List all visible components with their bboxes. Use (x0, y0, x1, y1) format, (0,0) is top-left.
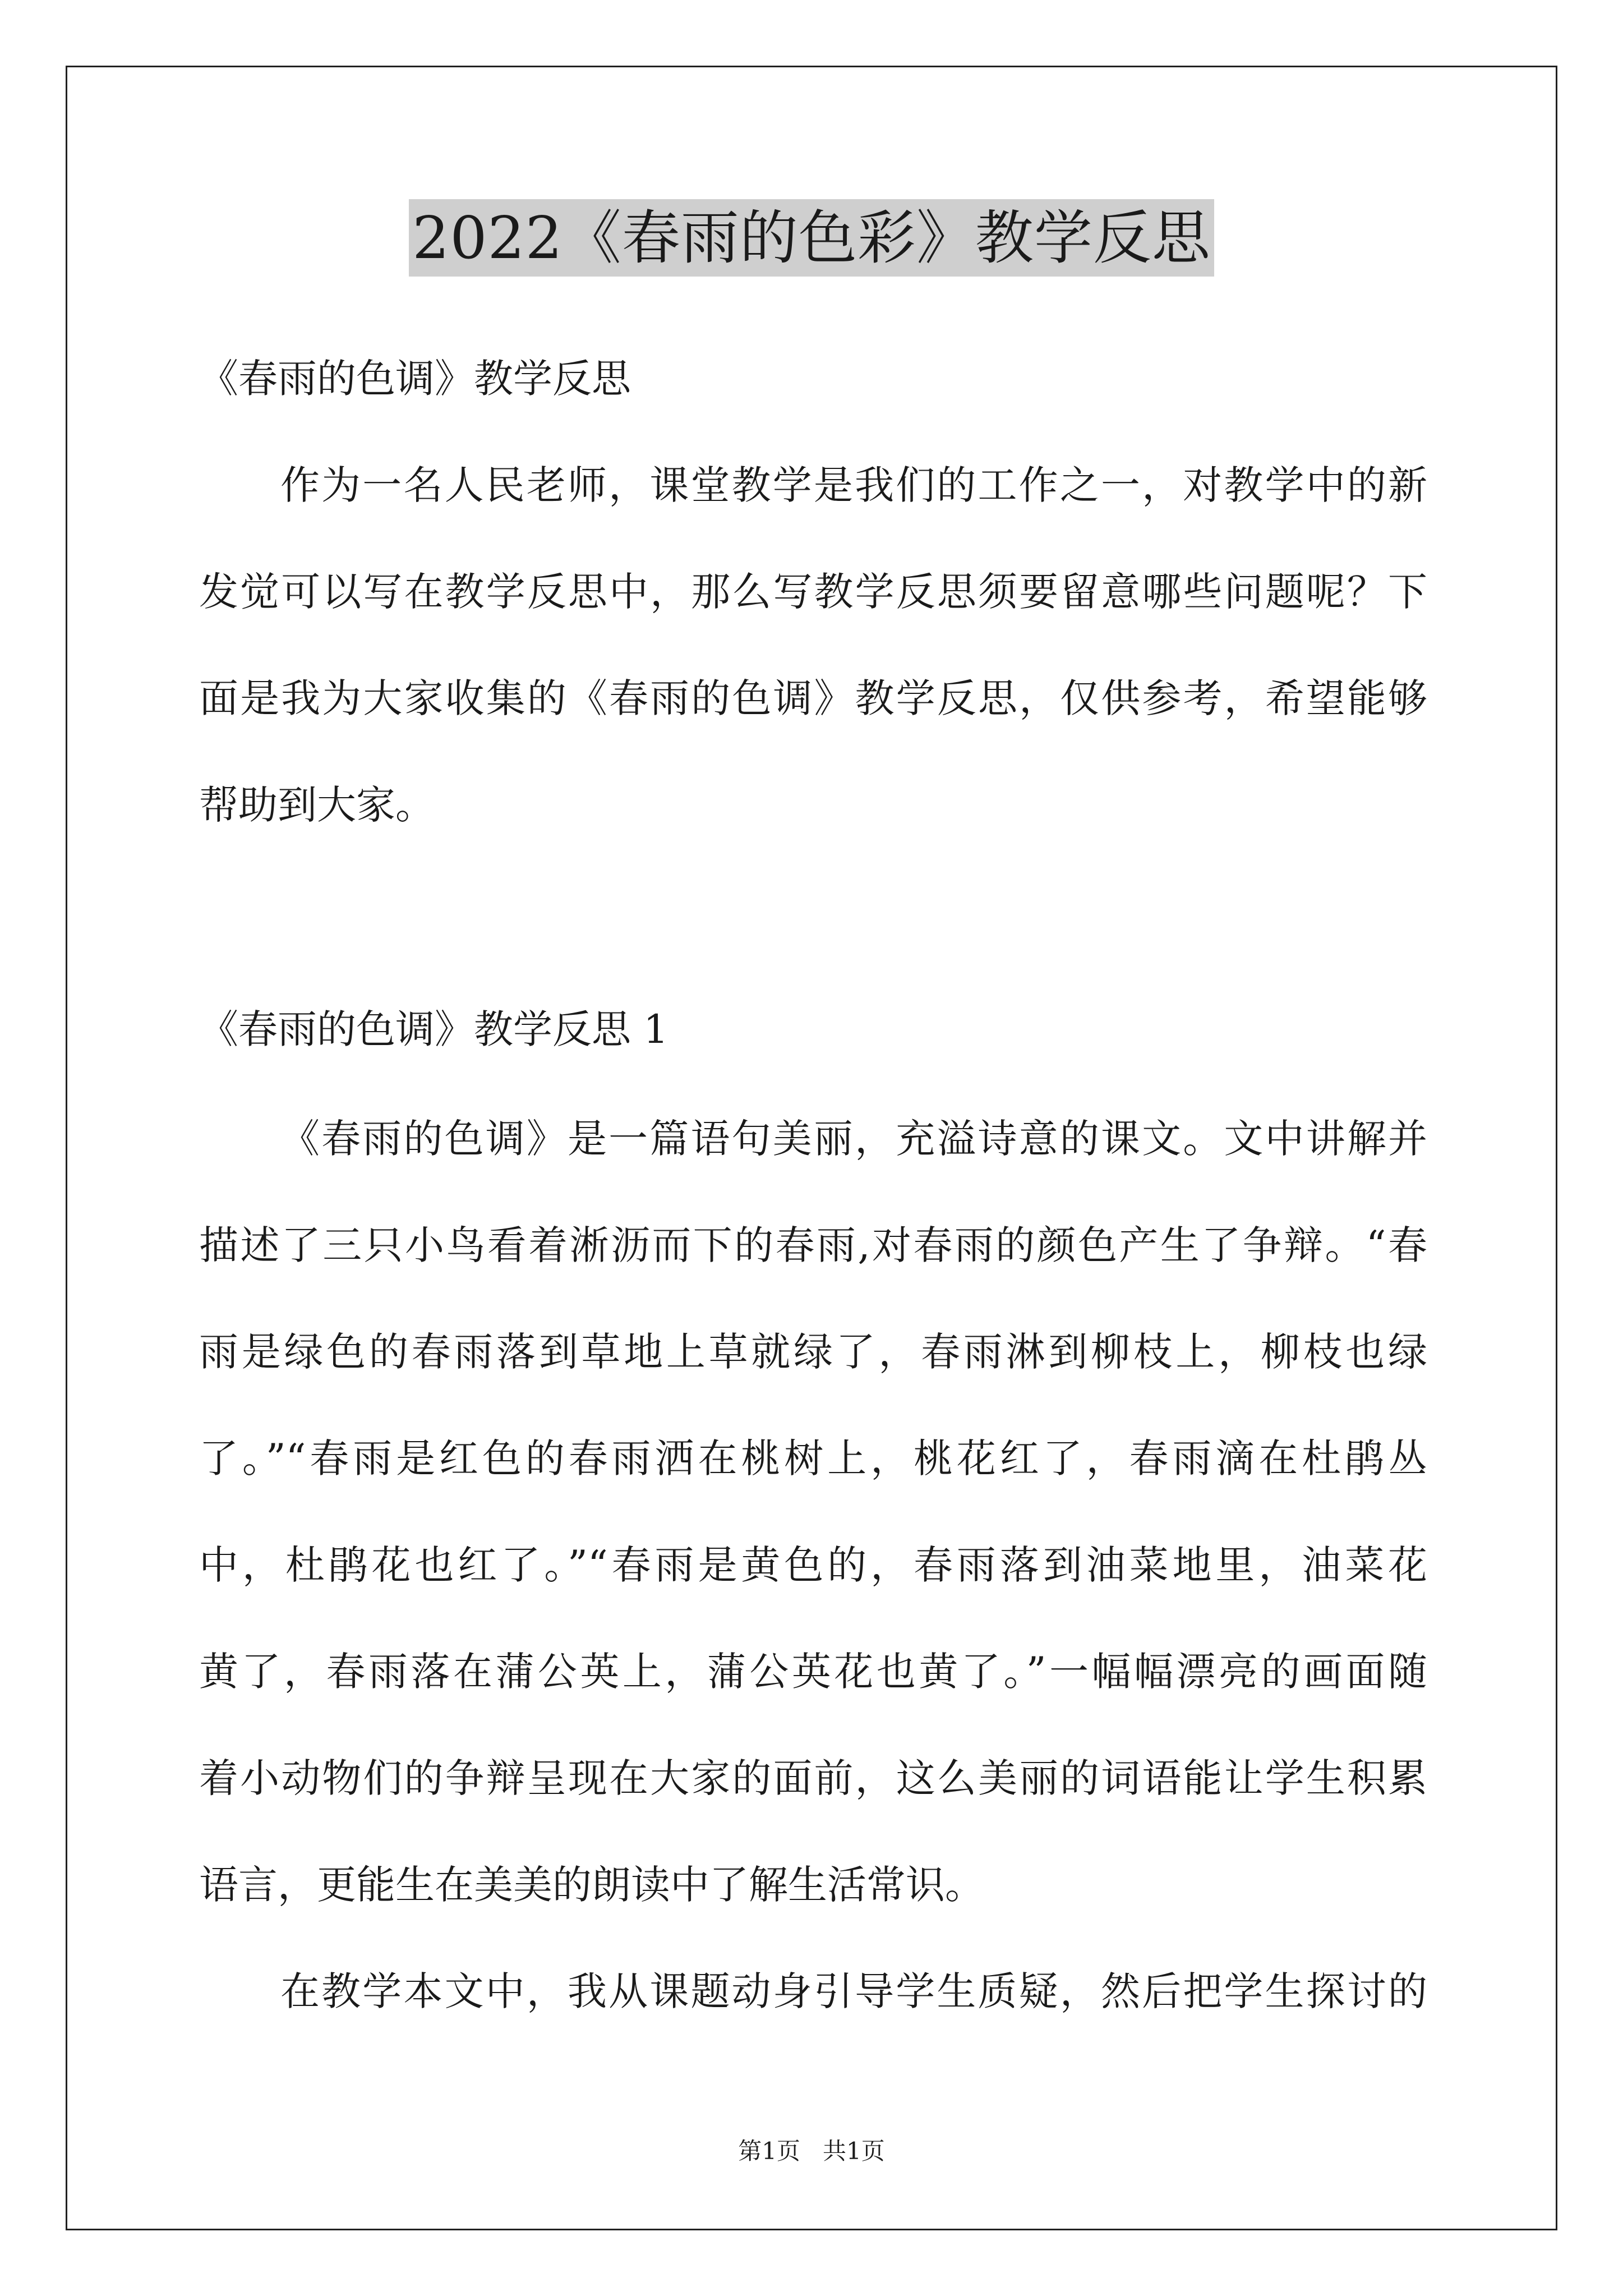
paragraph-line: 语言，更能生在美美的朗读中了解生活常识。 (199, 1862, 984, 1908)
paragraph-line: 《春雨的色调》是一篇语句美丽，充溢诗意的课文。文中讲解并 (280, 1116, 1427, 1162)
paragraph-line: 中，杜鹃花也红了。”“春雨是黄色的，春雨落到油菜地里，油菜花 (199, 1542, 1427, 1588)
paragraph-line: 描述了三只小鸟看着淅沥而下的春雨,对春雨的颜色产生了争辩。“春 (199, 1222, 1427, 1268)
section-heading: 《春雨的色调》教学反思 1 (199, 1006, 668, 1052)
title-container (0, 199, 1623, 277)
page-number: 第1页 共1页 (738, 2137, 885, 2165)
section-heading: 《春雨的色调》教学反思 (199, 356, 631, 402)
page-footer (0, 2134, 1623, 2168)
paragraph-line: 黄了，春雨落在蒲公英上，蒲公英花也黄了。”一幅幅漂亮的画面随 (199, 1649, 1427, 1695)
paragraph-line: 帮助到大家。 (199, 782, 435, 828)
paragraph-line: 发觉可以写在教学反思中，那么写教学反思须要留意哪些问题呢？下 (199, 569, 1427, 615)
paragraph-line: 在教学本文中，我从课题动身引导学生质疑，然后把学生探讨的 (280, 1968, 1427, 2014)
paragraph-line: 雨是绿色的春雨落到草地上草就绿了，春雨淋到柳枝上，柳枝也绿 (199, 1329, 1427, 1375)
paragraph-line: 了。”“春雨是红色的春雨洒在桃树上，桃花红了，春雨滴在杜鹃丛 (199, 1435, 1427, 1481)
paragraph-line: 作为一名人民老师，课堂教学是我们的工作之一，对教学中的新 (280, 462, 1427, 508)
document-title: 2022《春雨的色彩》教学反思 (409, 199, 1214, 277)
paragraph-line: 面是我为大家收集的《春雨的色调》教学反思，仅供参考，希望能够 (199, 675, 1427, 721)
paragraph-line: 着小动物们的争辩呈现在大家的面前，这么美丽的词语能让学生积累 (199, 1755, 1427, 1801)
